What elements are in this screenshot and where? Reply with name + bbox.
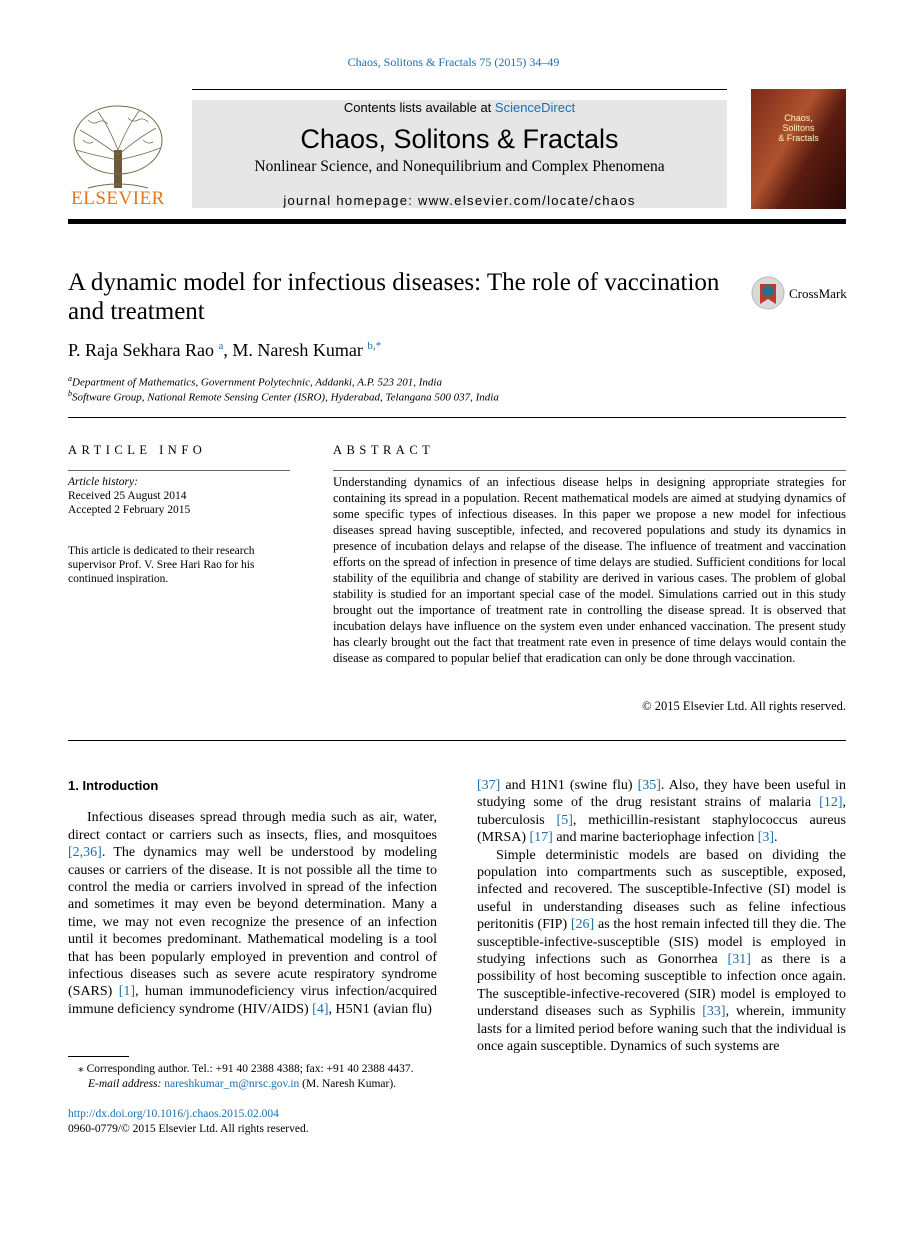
reference-link[interactable]: [31] <box>727 952 751 968</box>
abstract-heading: ABSTRACT <box>333 443 435 457</box>
article-info-heading: ARTICLE INFO <box>68 443 207 457</box>
reference-link[interactable]: [3] <box>757 830 775 846</box>
elsevier-logo <box>68 100 168 208</box>
text-run: . The dynamics may well be understood by modeling causes or carriers of the disease. It is not possible all the time to control the media or carriers involved in spread of the infection and sometimes it may even be beyond determination. Many a time, we may not even recognize the presence of an infection until it becomes predominant. Mathematical modeling is a tool that has been popularly employed in prevention and control of infectious diseases such as severe acute respiratory syndrome (SARS) <box>68 845 437 1000</box>
text-run: , methicillin-resistant staphylococcus aureus (MRSA) <box>477 812 847 846</box>
body-right-column <box>477 777 846 1056</box>
intro-paragraph-1-part-b <box>477 777 846 847</box>
abstract-copyright: © 2015 Elsevier Ltd. All rights reserved. <box>642 699 846 713</box>
intro-paragraph-2 <box>477 847 846 1056</box>
intro-paragraph-1-part-a <box>68 809 437 1018</box>
journal-citation[interactable]: Chaos, Solitons & Fractals 75 (2015) 34–49 <box>347 55 560 69</box>
text-run: , H5N1 (avian flu) <box>328 1001 432 1017</box>
affiliation-a <box>68 374 442 389</box>
article-title: A dynamic model for infectious diseases: The role of vaccination and treatment <box>68 269 720 325</box>
header-top-rule <box>192 89 727 90</box>
text-run: and marine bacteriophage infection <box>552 830 758 846</box>
footnote-corresponding-text: Corresponding author. Tel.: +91 40 2388 4388; fax: +91 40 2388 4437. <box>86 1063 414 1075</box>
footnote-corresponding <box>78 1062 414 1076</box>
text-run: as the host remain infected till they die. The susceptible-infective-susceptible (SIS) model is employed in studying infections such as Gonorrhea <box>477 917 846 968</box>
reference-link[interactable]: [37] <box>477 778 501 793</box>
contents-prefix: Contents lists available at <box>343 100 495 115</box>
affiliation-a-marker: a <box>68 374 72 383</box>
title-block-rule <box>68 417 846 418</box>
dedication-note: This article is dedicated to their research supervisor Prof. V. Sree Hari Rao for his continued inspiration. <box>68 545 255 585</box>
body-left-column <box>68 777 437 1018</box>
crossmark-badge[interactable] <box>751 276 851 312</box>
authors <box>68 340 381 361</box>
affiliation-a-text: Department of Mathematics, Government Polytechnic, Addanki, A.P. 523 201, India <box>72 376 442 389</box>
author-2: M. Naresh Kumar <box>232 340 363 360</box>
affiliation-b-text: Software Group, National Remote Sensing Center (ISRO), Hyderabad, Telangana 500 037, India <box>72 391 499 404</box>
abstract-rule <box>333 470 846 471</box>
affiliation-b <box>68 389 499 404</box>
crossmark-icon <box>751 276 787 312</box>
journal-subtitle: Nonlinear Science, and Nonequilibrium and Complex Phenomena <box>254 158 665 175</box>
article-history-label: Article history: <box>68 476 138 488</box>
contents-line <box>192 100 727 115</box>
reference-link[interactable]: [26] <box>570 917 595 933</box>
text-run: , human immunodeficiency virus infection/acquired immune deficiency syndrome (HIV/AIDS) <box>68 984 437 1017</box>
email-link[interactable]: nareshkumar_m@nrsc.gov.in <box>164 1078 300 1090</box>
affiliation-b-marker: b <box>68 389 72 398</box>
doi-link[interactable]: http://dx.doi.org/10.1016/j.chaos.2015.02.004 <box>68 1108 279 1120</box>
journal-title: Chaos, Solitons & Fractals <box>300 124 619 154</box>
author-1: P. Raja Sekhara Rao <box>68 340 214 360</box>
author-separator: , <box>223 340 233 360</box>
text-run: Simple deterministic models are based on dividing the population into compartments such as susceptible, exposed, infected and recovered. The susceptible-Infective (SI) model is useful in understanding diseases such as feline infectious peritonitis (FIP) <box>477 847 846 933</box>
accepted-date: Accepted 2 February 2015 <box>68 504 191 516</box>
abstract-bottom-rule <box>68 740 846 741</box>
reference-link[interactable]: [12] <box>819 795 843 811</box>
text-run: , tuberculosis <box>477 795 846 828</box>
text-run: . Also, they have been useful in studying some of the drug resistant strains of malaria <box>477 778 846 811</box>
article-info-rule <box>68 470 290 471</box>
author-1-affiliation-marker[interactable]: a <box>218 340 224 352</box>
reference-link[interactable]: [17] <box>529 830 553 846</box>
received-date: Received 25 August 2014 <box>68 490 187 502</box>
cover-title: Chaos, Solitons & Fractals <box>778 113 819 143</box>
reference-link[interactable]: [2,36] <box>68 845 102 861</box>
section-heading-introduction: 1. Introduction <box>68 778 159 793</box>
reference-link[interactable]: [33] <box>702 1004 726 1020</box>
author-2-affiliation-marker[interactable]: b,* <box>367 340 382 352</box>
crossmark-label: CrossMark <box>789 286 847 301</box>
footnote-email <box>88 1077 396 1091</box>
publisher-wordmark: ELSEVIER <box>71 188 165 209</box>
text-run: . <box>774 830 778 846</box>
reference-link[interactable]: [5] <box>556 812 573 828</box>
reference-link[interactable]: [35] <box>637 778 661 793</box>
reference-link[interactable]: [1] <box>118 984 136 1000</box>
sciencedirect-link[interactable]: ScienceDirect <box>494 100 576 115</box>
text-run: , wherein, immunity lasts for a limited period before waning such that the individual is once again susceptible. Dynamics of such systems are <box>477 1004 847 1055</box>
text-run: as there is a possibility of host becoming susceptible to infection once again. The susceptible-infective-recovered (SIR) model is employed to understand diseases such as Syphilis <box>477 952 846 1020</box>
text-run: and H1N1 (swine flu) <box>500 778 638 793</box>
abstract-text: Understanding dynamics of an infectious disease helps in designing appropriate strategies for containing its spread in a population. Recent mathematical models are aimed at studying dynamics of some specific types of infectious diseases. In this paper we propose a new model for infectious diseases spread having susceptible, infected, and recovered populations and study its dynamics in presence of incubation delays and relapse of the disease. The influence of treatment and vaccination efforts on the spread of infection in presence of time delays are studied. Sufficient conditions for local stability of the equilibria and change of stability are derived in various cases. The problem of global stability is studied for an important special case of the model. Simulations carried out in this study brought out the importance of treatment rate in controlling the disease spread. It is observed that incubation delays have influence on the system even under enhanced vaccination. The present study has clearly brought out the fact that treatment rate even in presence of time delays would contain the disease as compared to popular belief that eradication can only be done through vaccination. <box>333 475 846 665</box>
journal-homepage[interactable]: journal homepage: www.elsevier.com/locate/chaos <box>283 193 636 208</box>
text-run: Infectious diseases spread through media such as air, water, direct contact or carriers such as insects, flies, and mosquitoes <box>68 810 437 843</box>
footnote-rule <box>68 1056 129 1057</box>
header-thick-rule <box>68 219 846 224</box>
reference-link[interactable]: [4] <box>312 1001 329 1017</box>
footnote-star: ⁎ <box>78 1063 84 1075</box>
journal-cover-thumbnail[interactable] <box>751 89 846 209</box>
email-label: E-mail address: <box>88 1078 162 1090</box>
email-owner: (M. Naresh Kumar). <box>302 1078 397 1090</box>
issn-copyright: 0960-0779/© 2015 Elsevier Ltd. All rights reserved. <box>68 1123 309 1135</box>
